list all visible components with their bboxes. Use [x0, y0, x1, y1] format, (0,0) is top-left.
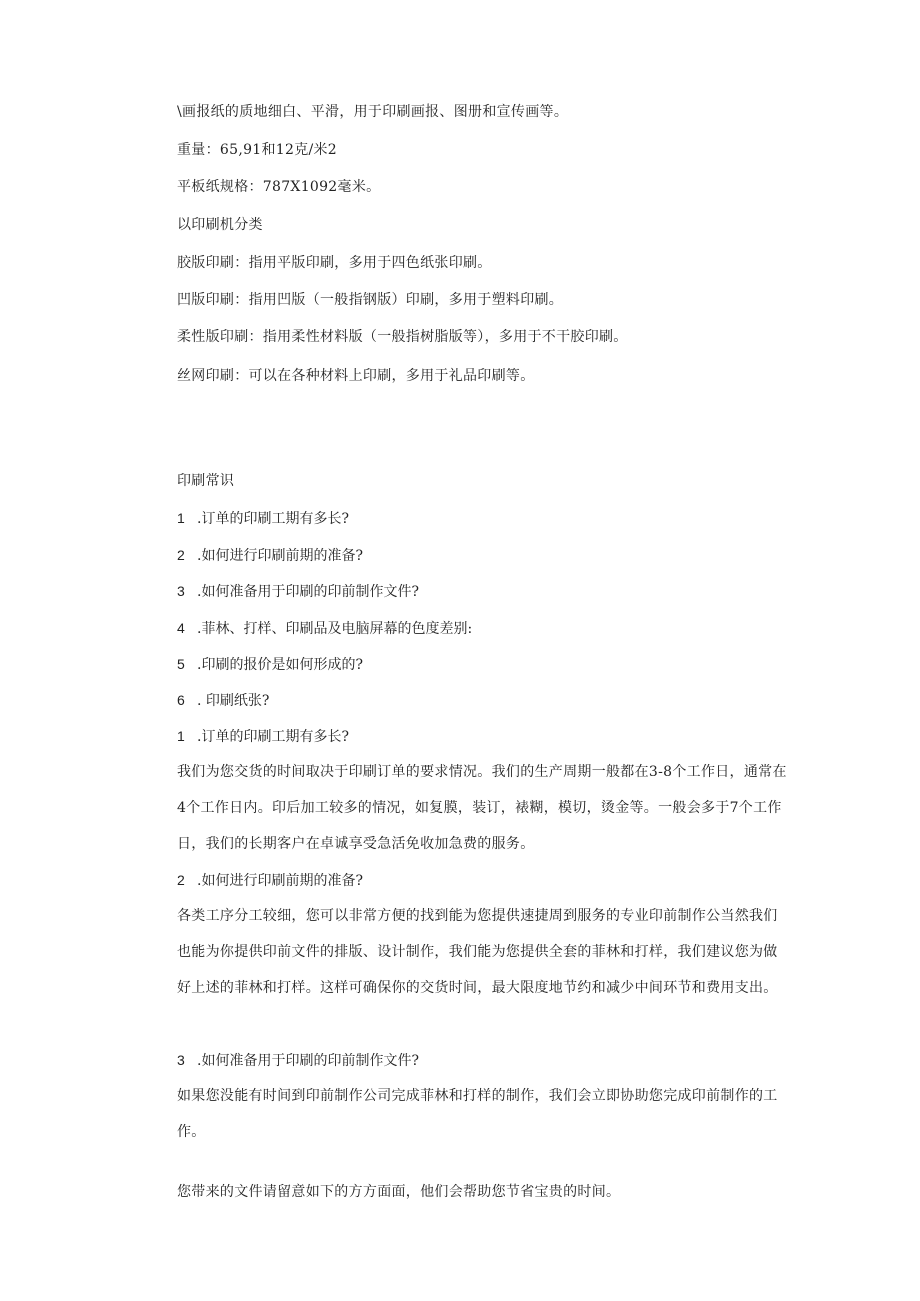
- answer-question-text: .订单的印刷工期有多长?: [197, 729, 349, 745]
- toc-item: [177, 654, 363, 675]
- toc-number: 3: [177, 583, 185, 599]
- toc-number: 5: [177, 656, 185, 672]
- answer-number: 3: [177, 1052, 185, 1068]
- answer-question-text: .如何进行印刷前期的准备?: [197, 873, 363, 889]
- intro-line-paper-quality: \画报纸的质地细白、平滑，用于印刷画报、图册和宣传画等。: [177, 104, 569, 120]
- answer-question: [177, 1050, 419, 1071]
- toc-item: [177, 581, 419, 602]
- toc-text: .印刷的报价是如何形成的?: [197, 657, 363, 673]
- toc-text: .订单的印刷工期有多长?: [197, 511, 349, 527]
- answer-body: 如果您没能有时间到印前制作公司完成菲林和打样的制作，我们会立即协助您完成印前制作的工作。: [177, 1088, 778, 1140]
- intro-line-sheet-size: 平板纸规格：787X1092毫米。: [177, 179, 381, 195]
- toc-text: .菲林、打样、印刷品及电脑屏幕的色度差别:: [197, 621, 473, 637]
- answer-number: 1: [177, 728, 185, 744]
- intro-line-press-heading: 以印刷机分类: [177, 217, 263, 233]
- answer-body: 各类工序分工较细，您可以非常方便的找到能为您提供速捷周到服务的专业印前制作公当然我们也能为你提供印前文件的排版、设计制作，我们能为您提供全套的菲林和打样，我们建议您为做好上述的菲林和打样。这样可确保你的交货时间，最大限度地节约和减少中间环节和费用支出。: [177, 908, 778, 996]
- intro-line-gravure-printing: 凹版印刷：指用凹版（一般指钢版）印刷，多用于塑料印刷。: [177, 292, 564, 308]
- answer-number: 2: [177, 872, 185, 888]
- intro-line-screen-printing: 丝网印刷：可以在各种材料上印刷，多用于礼品印刷等。: [177, 368, 535, 384]
- intro-line-weight: 重量：65,91和12克/米2: [177, 142, 338, 158]
- answer-question: [177, 726, 349, 747]
- answer-body: 我们为您交货的时间取决于印刷订单的要求情况。我们的生产周期一般都在3-8个工作日，通常在4个工作日内。印后加工较多的情况，如复膜，装订，裱糊，模切，烫金等。一般会多于7个工作日，我们的长期客户在卓诚享受急活免收加急费的服务。: [177, 764, 787, 852]
- toc-item: [177, 690, 269, 711]
- answer-question-text: .如何准备用于印刷的印前制作文件?: [197, 1053, 419, 1069]
- toc-item: [177, 545, 363, 566]
- intro-line-flexo-printing: 柔性版印刷：指用柔性材料版（一般指树脂版等），多用于不干胶印刷。: [177, 329, 628, 345]
- toc-item: [177, 508, 349, 529]
- toc-item: [177, 618, 472, 639]
- toc-number: 1: [177, 510, 185, 526]
- section-title: 印刷常识: [177, 473, 235, 489]
- toc-text: .如何准备用于印刷的印前制作文件?: [197, 584, 419, 600]
- answer-question: [177, 870, 363, 891]
- toc-number: 6: [177, 692, 185, 708]
- toc-number: 4: [177, 620, 185, 636]
- toc-text: .如何进行印刷前期的准备?: [197, 548, 363, 564]
- toc-text: . 印刷纸张?: [197, 693, 270, 709]
- intro-line-offset-printing: 胶版印刷：指用平版印刷，多用于四色纸张印刷。: [177, 255, 492, 271]
- toc-number: 2: [177, 547, 185, 563]
- closing-line: 您带来的文件请留意如下的方方面面，他们会帮助您节省宝贵的时间。: [177, 1184, 621, 1200]
